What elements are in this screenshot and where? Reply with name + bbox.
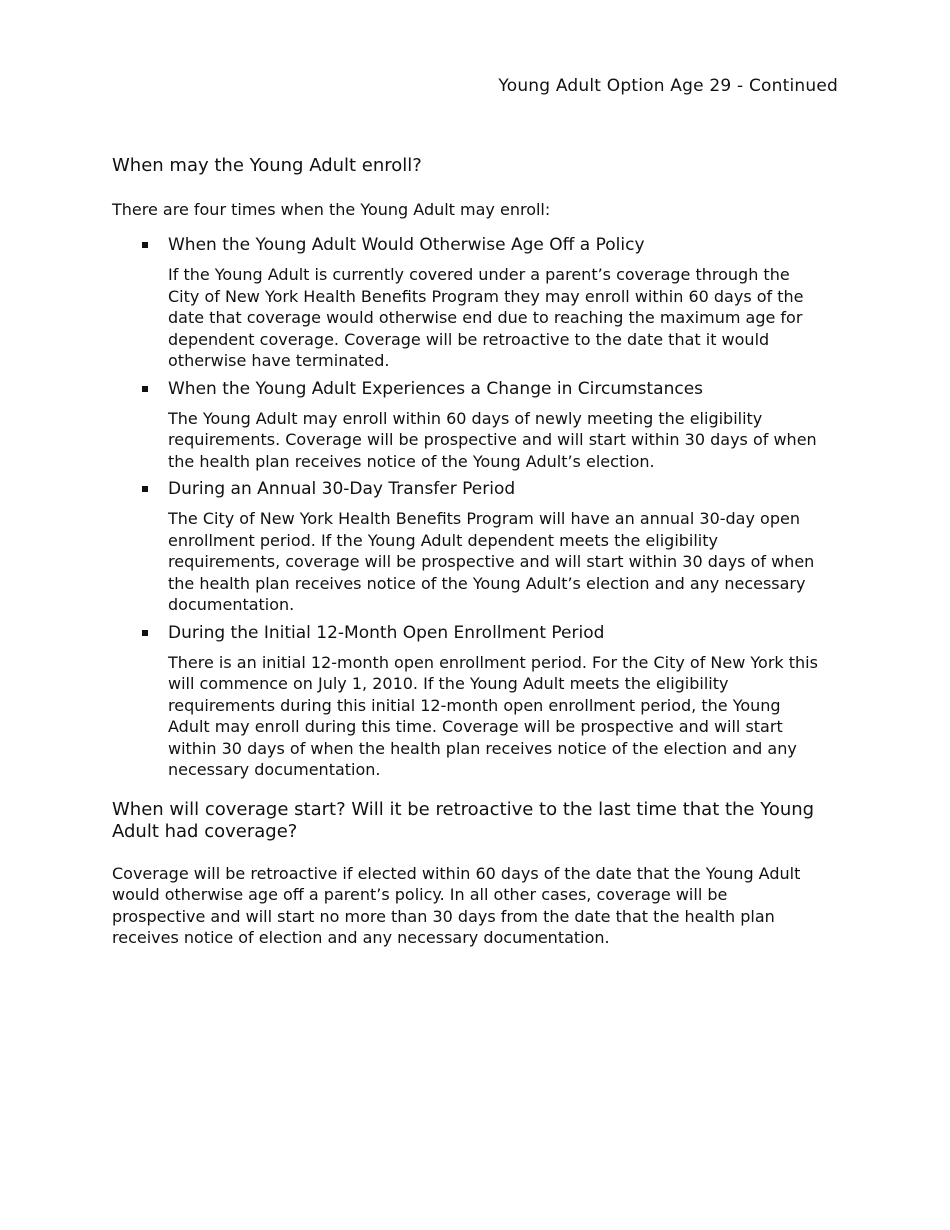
list-item-title: When the Young Adult Experiences a Change in Circumstances bbox=[168, 378, 704, 399]
question-heading-coverage-start: When will coverage start? Will it be retroactive to the last time that the Young Adult had coverage? bbox=[112, 798, 815, 842]
square-bullet-icon bbox=[142, 386, 148, 392]
list-item-body: If the Young Adult is currently covered under a parent’s coverage through the City of New York Health Benefits Program they may enroll within 60 days of the date that coverage would otherwise end due to reaching the maximum age for dependent coverage. Coverage will be retroactive to the date that it would otherwise have terminated. bbox=[168, 265, 804, 370]
intro-paragraph: There are four times when the Young Adult may enroll: bbox=[112, 200, 551, 219]
answer-paragraph: Coverage will be retroactive if elected within 60 days of the date that the Young Adult would otherwise age off a parent’s policy. In all other cases, coverage will be prospective and will start no more than 30 days from the date that the health plan receives notice of election and any necessary documentation. bbox=[112, 863, 801, 947]
enrollment-times-list bbox=[112, 234, 828, 781]
list-item-title: When the Young Adult Would Otherwise Age Off a Policy bbox=[168, 235, 645, 255]
list-item-body: The City of New York Health Benefits Program will have an annual 30-day open enrollment period. If the Young Adult dependent meets the eligibility requirements, coverage will be prospective and will start within 30 days of when the health plan receives notice of the Young Adult’s election and any necessary documentation. bbox=[168, 509, 815, 614]
list-item bbox=[112, 234, 828, 372]
question-heading-enroll: When may the Young Adult enroll? bbox=[112, 155, 422, 176]
square-bullet-icon bbox=[142, 242, 148, 248]
running-header: Young Adult Option Age 29 - Continued bbox=[498, 76, 838, 96]
list-item-title: During an Annual 30-Day Transfer Period bbox=[168, 479, 516, 499]
list-item-body: The Young Adult may enroll within 60 days of newly meeting the eligibility requirements. Coverage will be prospective and will start within 30 days of when the health plan receives notice of the Young Adult’s election. bbox=[168, 408, 817, 471]
square-bullet-icon bbox=[142, 630, 148, 636]
list-item bbox=[112, 378, 828, 473]
document-content bbox=[112, 155, 828, 949]
list-item-body: There is an initial 12-month open enrollment period. For the City of New York this will commence on July 1, 2010. If the Young Adult meets the eligibility requirements during this initial 12-month open enrollment period, the Young Adult may enroll during this time. Coverage will be prospective and will start within 30 days of when the health plan receives notice of the election and any necessary documentation. bbox=[168, 652, 818, 779]
square-bullet-icon bbox=[142, 486, 148, 492]
list-item bbox=[112, 478, 828, 616]
list-item-title: During the Initial 12-Month Open Enrollment Period bbox=[168, 622, 605, 643]
list-item bbox=[112, 622, 828, 781]
